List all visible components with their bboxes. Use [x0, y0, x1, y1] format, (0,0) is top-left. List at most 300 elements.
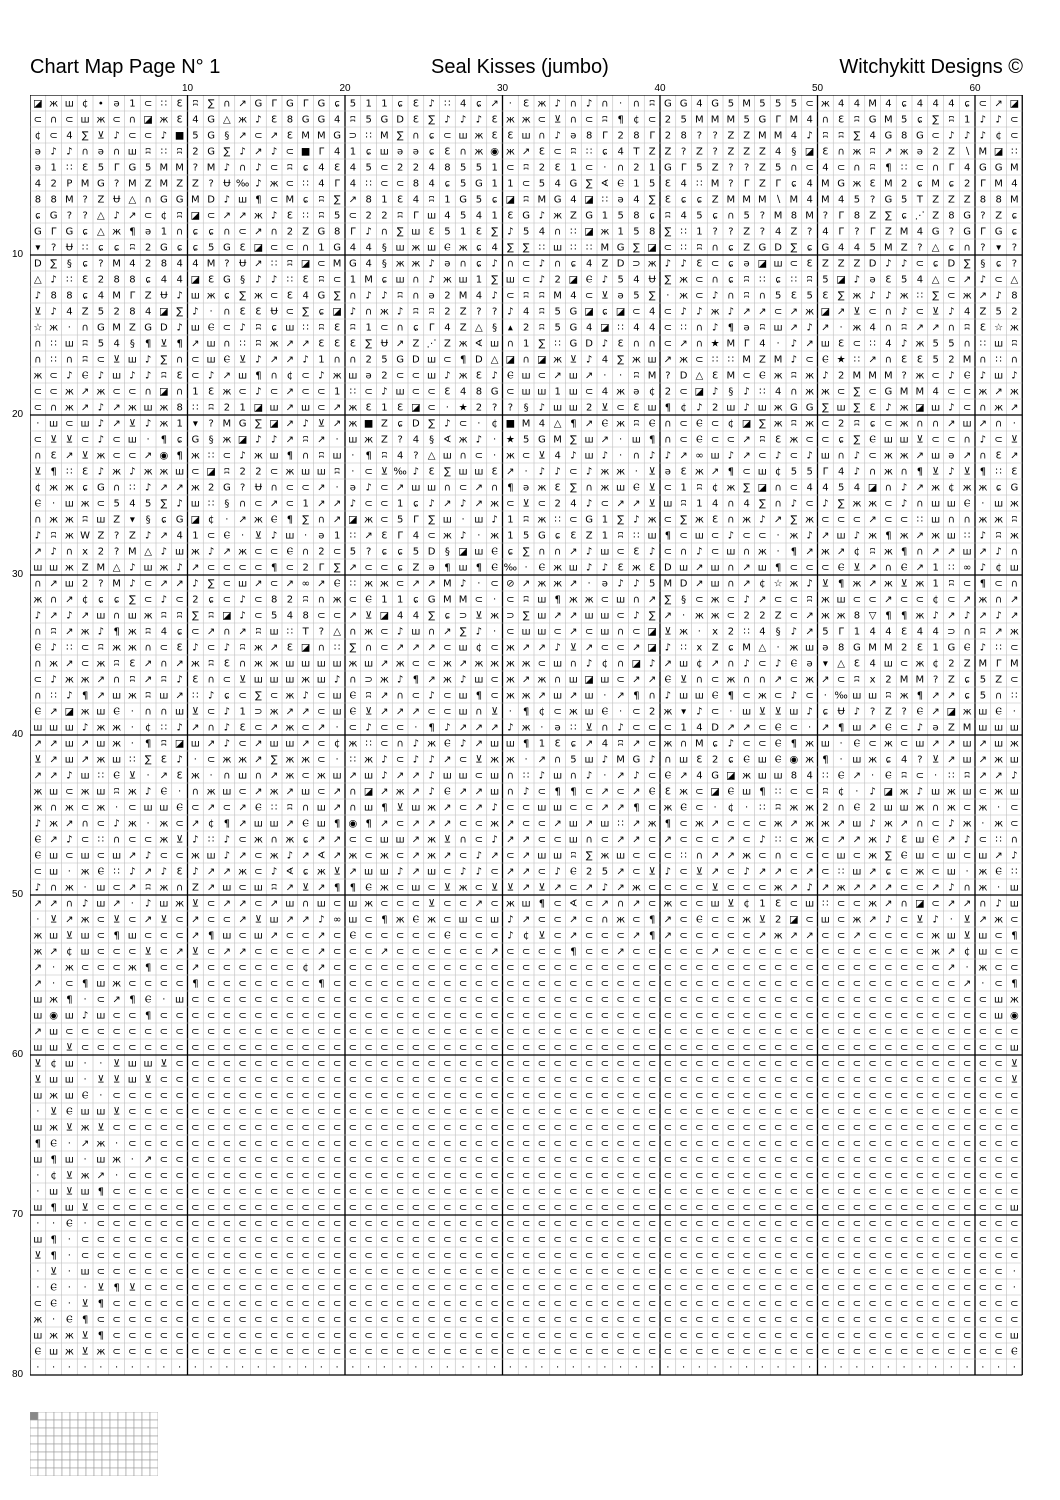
- stitch-symbol: Ʉ: [160, 291, 168, 302]
- stitch-symbol: ♪: [696, 307, 702, 318]
- stitch-symbol: ⊂: [601, 1283, 609, 1294]
- stitch-symbol: ♪: [98, 627, 104, 638]
- stitch-symbol: ∩: [633, 339, 640, 350]
- stitch-symbol: ж: [805, 419, 814, 430]
- stitch-symbol: ♪: [98, 403, 104, 414]
- stitch-symbol: ⊂: [223, 1315, 231, 1326]
- stitch-symbol: ↗: [34, 963, 42, 974]
- stitch-symbol: ♪: [854, 467, 860, 478]
- stitch-symbol: ∷: [350, 531, 356, 542]
- stitch-symbol: ⊻: [66, 435, 73, 446]
- stitch-symbol: 4: [98, 291, 104, 302]
- stitch-symbol: ∩: [223, 771, 230, 782]
- stitch-symbol: 5: [822, 275, 828, 286]
- stitch-symbol: ⊂: [301, 995, 309, 1006]
- stitch-symbol: ♪: [428, 259, 434, 270]
- stitch-symbol: ʭ: [272, 883, 277, 894]
- stitch-symbol: Z: [129, 531, 136, 542]
- stitch-symbol: ⊂: [160, 1091, 168, 1102]
- stitch-symbol: ⊂: [364, 915, 372, 926]
- stitch-symbol: ∩: [585, 483, 592, 494]
- stitch-symbol: ⊂: [364, 1091, 372, 1102]
- stitch-symbol: D: [711, 723, 719, 734]
- stitch-symbol: ⊂: [412, 1011, 420, 1022]
- stitch-symbol: ш: [459, 707, 468, 718]
- stitch-symbol: ⊂: [679, 419, 687, 430]
- stitch-symbol: ¢: [208, 819, 214, 830]
- stitch-symbol: ∷: [948, 771, 954, 782]
- stitch-symbol: 2: [255, 467, 261, 478]
- stitch-symbol: ж: [490, 755, 499, 766]
- stitch-symbol: ∩: [711, 275, 718, 286]
- stitch-symbol: ш: [695, 531, 704, 542]
- stitch-symbol: ⊂: [112, 1203, 120, 1214]
- stitch-symbol: ⊂: [490, 1075, 498, 1086]
- stitch-symbol: 5: [271, 611, 277, 622]
- stitch-symbol: ⊂: [742, 963, 750, 974]
- stitch-symbol: ⊂: [616, 1075, 624, 1086]
- stitch-symbol: ∩: [869, 467, 876, 478]
- stitch-symbol: ∑: [255, 419, 262, 430]
- stitch-symbol: ⊂: [585, 1059, 593, 1070]
- stitch-symbol: Ⲉ: [444, 787, 451, 798]
- stitch-symbol: 8: [50, 291, 56, 302]
- stitch-symbol: ·: [824, 691, 827, 702]
- stitch-symbol: ⊂: [790, 963, 798, 974]
- stitch-symbol: M: [774, 211, 783, 222]
- stitch-symbol: ш: [947, 867, 956, 878]
- stitch-symbol: ↗: [286, 435, 294, 446]
- stitch-symbol: ∩: [932, 419, 939, 430]
- stitch-symbol: Γ: [350, 227, 356, 238]
- stitch-symbol: ⊂: [380, 1187, 388, 1198]
- stitch-symbol: D: [428, 547, 436, 558]
- stitch-symbol: ·: [99, 1059, 102, 1070]
- stitch-symbol: ж: [285, 771, 294, 782]
- stitch-symbol: ∩: [396, 739, 403, 750]
- stitch-symbol: ⊂: [837, 963, 845, 974]
- stitch-symbol: ↗: [616, 803, 624, 814]
- stitch-symbol: Ⲉ: [98, 867, 105, 878]
- stitch-symbol: ⊂: [601, 995, 609, 1006]
- stitch-symbol: ♪: [633, 771, 639, 782]
- stitch-symbol: ↗: [380, 819, 388, 830]
- stitch-symbol: 5: [602, 867, 608, 878]
- stitch-symbol: ш: [774, 323, 783, 334]
- stitch-symbol: ↗: [223, 211, 231, 222]
- stitch-symbol: 5: [98, 163, 104, 174]
- stitch-symbol: ⊂: [506, 1059, 514, 1070]
- stitch-symbol: ⊂: [569, 1155, 577, 1166]
- stitch-symbol: ⊂: [112, 115, 120, 126]
- stitch-symbol: ⊂: [979, 1075, 987, 1086]
- stitch-symbol: 5: [365, 115, 371, 126]
- stitch-symbol: ♪: [82, 1011, 88, 1022]
- stitch-symbol: ⊂: [333, 1139, 341, 1150]
- stitch-symbol: ↗: [238, 899, 246, 910]
- stitch-symbol: ↗: [317, 883, 325, 894]
- stitch-symbol: ш: [348, 435, 357, 446]
- stitch-symbol: Ɛ: [901, 355, 907, 366]
- stitch-symbol: ↗: [931, 883, 939, 894]
- stitch-symbol: ʭ: [996, 531, 1001, 542]
- stitch-symbol: ⊂: [238, 979, 246, 990]
- stitch-symbol: ⊂: [632, 979, 640, 990]
- stitch-symbol: ?: [98, 259, 103, 270]
- stitch-symbol: ⊂: [947, 1299, 955, 1310]
- stitch-symbol: ⊂: [443, 1107, 451, 1118]
- stitch-symbol: ∩: [822, 115, 829, 126]
- stitch-symbol: ʭ: [303, 595, 308, 606]
- stitch-symbol: ⊂: [553, 1043, 561, 1054]
- stitch-symbol: ·: [68, 323, 71, 334]
- stitch-symbol: ⊂: [506, 1267, 514, 1278]
- stitch-symbol: ⊂: [994, 947, 1002, 958]
- stitch-symbol: ⊂: [443, 979, 451, 990]
- stitch-symbol: ∑: [759, 499, 766, 510]
- stitch-symbol: ш: [947, 931, 956, 942]
- stitch-symbol: ↗: [475, 899, 483, 910]
- stitch-symbol: Ɛ: [287, 291, 293, 302]
- stitch-symbol: ⊂: [506, 627, 514, 638]
- stitch-symbol: ⊂: [695, 1043, 703, 1054]
- stitch-symbol: ⊂: [160, 1107, 168, 1118]
- stitch-symbol: ш: [726, 547, 735, 558]
- stitch-symbol: ⊂: [758, 1139, 766, 1150]
- stitch-symbol: ʭ: [539, 323, 544, 334]
- stitch-symbol: ⊂: [128, 1251, 136, 1262]
- stitch-symbol: ↗: [254, 755, 262, 766]
- stitch-symbol: ⊂: [97, 931, 105, 942]
- stitch-symbol: ♪: [491, 835, 497, 846]
- stitch-symbol: ↗: [81, 739, 89, 750]
- stitch-symbol: ♪: [208, 371, 214, 382]
- stitch-symbol: ♪: [980, 131, 986, 142]
- stitch-symbol: ⊂: [664, 995, 672, 1006]
- stitch-symbol: 1: [444, 195, 450, 206]
- stitch-symbol: ↗: [34, 1027, 42, 1038]
- stitch-symbol: 5: [806, 291, 812, 302]
- stitch-symbol: ⊂: [916, 1187, 924, 1198]
- stitch-symbol: M: [664, 579, 673, 590]
- stitch-symbol: ⊂: [900, 1091, 908, 1102]
- stitch-symbol: M: [443, 579, 452, 590]
- stitch-symbol: G: [144, 323, 152, 334]
- stitch-symbol: ⊂: [380, 643, 388, 654]
- stitch-symbol: ¶: [365, 451, 371, 462]
- stitch-symbol: ⊂: [396, 1091, 404, 1102]
- stitch-symbol: ·: [477, 419, 480, 430]
- stitch-symbol: ⊂: [270, 1315, 278, 1326]
- stitch-symbol: ж: [695, 515, 704, 526]
- stitch-symbol: ⊂: [1010, 1091, 1018, 1102]
- stitch-symbol: 5: [554, 307, 560, 318]
- stitch-symbol: 2: [145, 243, 151, 254]
- stitch-symbol: Ⲉ: [854, 803, 861, 814]
- stitch-symbol: ▾: [681, 707, 686, 718]
- stitch-symbol: ∷: [980, 339, 986, 350]
- stitch-symbol: ⊂: [223, 1171, 231, 1182]
- stitch-symbol: ♪: [350, 307, 356, 318]
- stitch-symbol: G: [664, 99, 672, 110]
- stitch-symbol: 4: [885, 99, 891, 110]
- stitch-symbol: ⊂: [585, 1155, 593, 1166]
- stitch-symbol: ⊂: [522, 979, 530, 990]
- stitch-symbol: ⊂: [175, 1075, 183, 1086]
- stitch-symbol: ↗: [286, 579, 294, 590]
- stitch-symbol: ↗: [128, 211, 136, 222]
- stitch-symbol: ⊂: [538, 1107, 546, 1118]
- stitch-symbol: ⊂: [821, 1043, 829, 1054]
- stitch-symbol: ⊂: [994, 931, 1002, 942]
- stitch-symbol: ⊂: [742, 931, 750, 942]
- stitch-symbol: ↗: [286, 387, 294, 398]
- stitch-symbol: ⊂: [900, 1011, 908, 1022]
- stitch-symbol: G: [759, 243, 767, 254]
- stitch-symbol: ж: [852, 915, 861, 926]
- stitch-symbol: ⊂: [144, 595, 152, 606]
- stitch-symbol: ⊻: [34, 755, 41, 766]
- stitch-symbol: ♪: [728, 739, 734, 750]
- stitch-symbol: ♪: [66, 771, 72, 782]
- stitch-symbol: ¶: [287, 515, 293, 526]
- stitch-symbol: ¶: [1011, 931, 1017, 942]
- stitch-symbol: ↗: [317, 579, 325, 590]
- stitch-symbol: ◪: [884, 787, 893, 798]
- stitch-symbol: ш: [490, 739, 499, 750]
- stitch-symbol: M: [695, 115, 704, 126]
- stitch-symbol: ∩: [176, 227, 183, 238]
- stitch-symbol: ♪: [350, 499, 356, 510]
- stitch-symbol: ⊂: [900, 1043, 908, 1054]
- stitch-symbol: ¶: [665, 819, 671, 830]
- stitch-symbol: ⊂: [270, 1011, 278, 1022]
- stitch-symbol: Z: [586, 531, 593, 542]
- stitch-symbol: ⊂: [931, 1219, 939, 1230]
- stitch-symbol: 2: [192, 595, 198, 606]
- stitch-symbol: ⊂: [97, 1315, 105, 1326]
- stitch-symbol: ʭ: [209, 403, 214, 414]
- stitch-symbol: 4: [397, 611, 403, 622]
- stitch-symbol: ∢: [475, 339, 483, 350]
- stitch-symbol: ш: [175, 707, 184, 718]
- stitch-symbol: ?: [980, 211, 985, 222]
- stitch-symbol: ж: [81, 1123, 90, 1134]
- stitch-symbol: ж: [805, 755, 814, 766]
- stitch-symbol: ⊂: [632, 1155, 640, 1166]
- stitch-symbol: ∷: [1011, 691, 1017, 702]
- stitch-symbol: ∷: [948, 563, 954, 574]
- stitch-symbol: ⊂: [1010, 1219, 1018, 1230]
- stitch-symbol: ♪: [728, 451, 734, 462]
- stitch-symbol: ж: [774, 371, 783, 382]
- stitch-symbol: G: [979, 163, 987, 174]
- stitch-symbol: ⊂: [538, 659, 546, 670]
- stitch-symbol: ⊂: [427, 979, 435, 990]
- stitch-symbol: ↗: [270, 499, 278, 510]
- stitch-symbol: 4: [460, 387, 466, 398]
- stitch-symbol: ж: [112, 467, 121, 478]
- stitch-symbol: ⊂: [175, 1267, 183, 1278]
- stitch-symbol: ⊂: [475, 1251, 483, 1262]
- stitch-symbol: ↗: [317, 435, 325, 446]
- stitch-symbol: ↗: [333, 787, 341, 798]
- stitch-symbol: 5: [413, 547, 419, 558]
- stitch-symbol: ⊂: [112, 1187, 120, 1198]
- stitch-symbol: ↗: [349, 611, 357, 622]
- stitch-symbol: Ɛ: [618, 563, 624, 574]
- stitch-symbol: ∢: [569, 899, 577, 910]
- stitch-symbol: G: [428, 595, 436, 606]
- stitch-symbol: ⊂: [207, 1299, 215, 1310]
- stitch-symbol: ⊂: [317, 1235, 325, 1246]
- stitch-symbol: ш: [963, 419, 972, 430]
- stitch-symbol: ∩: [349, 627, 356, 638]
- stitch-symbol: ⊂: [853, 963, 861, 974]
- stitch-symbol: ж: [884, 467, 893, 478]
- stitch-symbol: ⊂: [538, 1027, 546, 1038]
- stitch-symbol: ♪: [602, 563, 608, 574]
- stitch-symbol: ⊂: [616, 611, 624, 622]
- stitch-symbol: ⊂: [317, 403, 325, 414]
- stitch-symbol: Γ: [303, 99, 309, 110]
- stitch-symbol: ⊂: [805, 995, 813, 1006]
- stitch-symbol: ɕ: [697, 195, 703, 206]
- stitch-symbol: 1: [932, 579, 938, 590]
- stitch-symbol: ⊂: [207, 1075, 215, 1086]
- stitch-symbol: ?: [901, 371, 906, 382]
- stitch-symbol: ·: [115, 1171, 118, 1182]
- stitch-symbol: ?: [240, 483, 245, 494]
- stitch-symbol: ¢: [334, 739, 340, 750]
- stitch-symbol: ж: [994, 515, 1003, 526]
- stitch-symbol: ⊂: [317, 995, 325, 1006]
- stitch-symbol: ∩: [459, 835, 466, 846]
- stitch-symbol: ʭ: [949, 579, 954, 590]
- stitch-symbol: 1: [381, 403, 387, 414]
- stitch-symbol: ж: [884, 451, 893, 462]
- stitch-symbol: ⊂: [380, 963, 388, 974]
- stitch-symbol: ⊂: [475, 1091, 483, 1102]
- stitch-symbol: ↗: [664, 611, 672, 622]
- stitch-symbol: ↗: [790, 323, 798, 334]
- stitch-symbol: ⊂: [727, 435, 735, 446]
- stitch-symbol: ʭ: [602, 115, 607, 126]
- stitch-symbol: ⊂: [270, 1027, 278, 1038]
- stitch-symbol: ⊻: [932, 467, 939, 478]
- stitch-symbol: ⊂: [805, 355, 813, 366]
- stitch-symbol: ⊃: [364, 675, 372, 686]
- stitch-symbol: ⊂: [727, 1027, 735, 1038]
- stitch-symbol: ш: [333, 691, 342, 702]
- stitch-symbol: ⊂: [443, 1235, 451, 1246]
- stitch-symbol: ⊂: [853, 1299, 861, 1310]
- stitch-symbol: ?: [193, 163, 198, 174]
- stitch-symbol: ш: [994, 339, 1003, 350]
- stitch-symbol: ⊂: [207, 1155, 215, 1166]
- stitch-symbol: ⊂: [900, 515, 908, 526]
- stitch-symbol: ш: [270, 739, 279, 750]
- stitch-symbol: W: [80, 531, 90, 542]
- stitch-symbol: ⊂: [868, 595, 876, 606]
- stitch-symbol: ⊂: [553, 147, 561, 158]
- stitch-symbol: ⊂: [632, 307, 640, 318]
- stitch-symbol: ш: [443, 771, 452, 782]
- stitch-symbol: ʭ: [303, 435, 308, 446]
- stitch-symbol: ♪: [680, 307, 686, 318]
- stitch-symbol: 8: [633, 211, 639, 222]
- stitch-symbol: D: [774, 243, 782, 254]
- stitch-symbol: ♪: [491, 803, 497, 814]
- stitch-symbol: ш: [805, 899, 814, 910]
- stitch-symbol: ⊂: [679, 867, 687, 878]
- stitch-symbol: ш: [411, 483, 420, 494]
- stitch-symbol: ⊂: [679, 1155, 687, 1166]
- stitch-symbol: ∷: [570, 227, 576, 238]
- stitch-symbol: ♪: [208, 547, 214, 558]
- stitch-symbol: Γ: [744, 339, 750, 350]
- stitch-symbol: ɕ: [319, 307, 325, 318]
- stitch-symbol: ш: [96, 1107, 105, 1118]
- stitch-symbol: ʭ: [807, 595, 812, 606]
- stitch-symbol: ↗: [742, 563, 750, 574]
- stitch-symbol: ⊂: [412, 691, 420, 702]
- stitch-symbol: Γ: [319, 563, 325, 574]
- stitch-symbol: ш: [411, 627, 420, 638]
- stitch-symbol: ⊂: [664, 307, 672, 318]
- stitch-symbol: ∩: [774, 851, 781, 862]
- stitch-symbol: ж: [112, 227, 121, 238]
- stitch-symbol: ⊂: [664, 1299, 672, 1310]
- stitch-symbol: ?: [933, 675, 938, 686]
- stitch-symbol: 1: [570, 163, 576, 174]
- stitch-symbol: Ⲉ: [665, 675, 672, 686]
- stitch-symbol: ⊂: [364, 963, 372, 974]
- stitch-symbol: ⊂: [742, 819, 750, 830]
- stitch-symbol: ж: [254, 515, 263, 526]
- stitch-symbol: ⊂: [317, 1187, 325, 1198]
- stitch-symbol: ⊂: [774, 1123, 782, 1134]
- stitch-symbol: 2: [586, 403, 592, 414]
- stitch-symbol: ⊂: [758, 963, 766, 974]
- stitch-symbol: ♪: [728, 307, 734, 318]
- stitch-symbol: ⊃: [349, 131, 357, 142]
- stitch-symbol: ·: [619, 435, 622, 446]
- stitch-symbol: 2: [397, 163, 403, 174]
- stitch-symbol: ɕ: [476, 99, 482, 110]
- stitch-symbol: ж: [679, 291, 688, 302]
- stitch-symbol: Ɛ: [444, 387, 450, 398]
- stitch-symbol: Ⲉ: [302, 819, 309, 830]
- stitch-symbol: ♪: [806, 531, 812, 542]
- stitch-symbol: ж: [506, 899, 515, 910]
- stitch-symbol: ⊂: [916, 1299, 924, 1310]
- stitch-symbol: M: [711, 179, 720, 190]
- stitch-symbol: ⊂: [286, 1123, 294, 1134]
- stitch-symbol: §: [382, 259, 387, 270]
- stitch-symbol: 2: [633, 163, 639, 174]
- stitch-symbol: ⊂: [175, 1155, 183, 1166]
- stitch-symbol: Ⲉ: [145, 995, 152, 1006]
- stitch-symbol: ∑: [491, 227, 498, 238]
- stitch-symbol: ⊂: [900, 1123, 908, 1134]
- stitch-symbol: ⊂: [412, 931, 420, 942]
- stitch-symbol: ш: [49, 419, 58, 430]
- stitch-symbol: G: [160, 195, 168, 206]
- stitch-symbol: ♪: [995, 291, 1001, 302]
- stitch-symbol: ⊂: [805, 1107, 813, 1118]
- stitch-symbol: ⊂: [868, 1091, 876, 1102]
